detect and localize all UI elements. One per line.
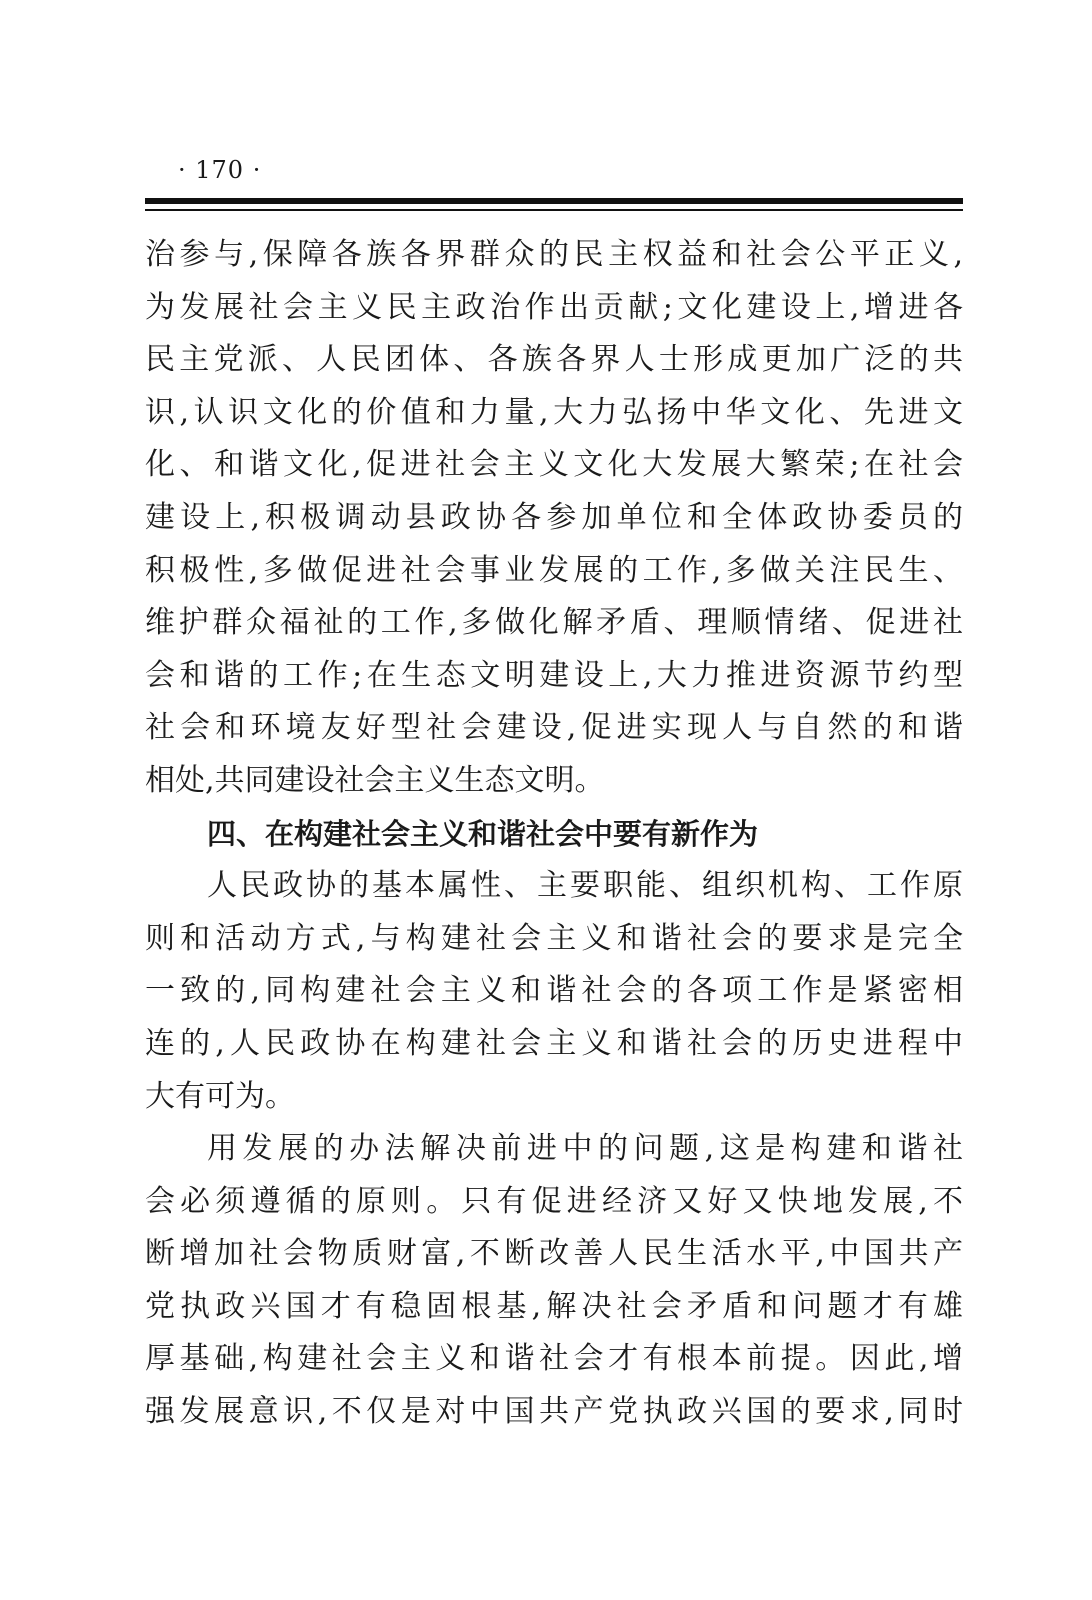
- section-heading: 四、在构建社会主义和谐社会中要有新作为: [207, 816, 759, 851]
- text-line: 治参与,保障各族各界群众的民主权益和社会公平正义,: [145, 237, 963, 272]
- text-line: 化、和谐文化,促进社会主义文化大发展大繁荣;在社会: [145, 447, 963, 483]
- text-line: 民主党派、人民团体、各族各界人士形成更加广泛的共: [145, 342, 963, 378]
- page-number: · 170 ·: [178, 156, 262, 184]
- text-line: 连的,人民政协在构建社会主义和谐社会的历史进程中: [145, 1025, 963, 1061]
- text-line: 断增加社会物质财富,不断改善人民生活水平,中国共产: [145, 1236, 963, 1272]
- text-line: 会必须遵循的原则。只有促进经济又好又快地发展,不: [145, 1183, 963, 1219]
- text-line: 大有可为。: [145, 1078, 295, 1114]
- text-line: 党执政兴国才有稳固根基,解决社会矛盾和问题才有雄: [145, 1288, 963, 1324]
- text-line: 则和活动方式,与构建社会主义和谐社会的要求是完全: [145, 920, 963, 956]
- text-line: 人民政协的基本属性、主要职能、组织机构、工作原: [207, 868, 963, 904]
- text-line: 强发展意识,不仅是对中国共产党执政兴国的要求,同时: [145, 1394, 963, 1430]
- text-line: 相处,共同建设社会主义生态文明。: [145, 762, 605, 798]
- text-line: 为发展社会主义民主政治作出贡献;文化建设上,增进各: [145, 289, 963, 325]
- text-line: 一致的,同构建社会主义和谐社会的各项工作是紧密相: [145, 973, 963, 1009]
- header-rule-thin: [145, 209, 963, 211]
- text-line: 维护群众福祉的工作,多做化解矛盾、理顺情绪、促进社: [145, 605, 963, 641]
- header-rule-thick: [145, 198, 963, 204]
- text-line: 建设上,积极调动县政协各参加单位和全体政协委员的: [145, 499, 963, 535]
- text-line: 用发展的办法解决前进中的问题,这是构建和谐社: [207, 1131, 963, 1167]
- body-text: [145, 229, 963, 1439]
- text-line: 厚基础,构建社会主义和谐社会才有根本前提。因此,增: [145, 1341, 963, 1377]
- text-line: 社会和环境友好型社会建设,促进实现人与自然的和谐: [145, 710, 963, 746]
- text-line: 积极性,多做促进社会事业发展的工作,多做关注民生、: [145, 552, 963, 588]
- text-line: 会和谐的工作;在生态文明建设上,大力推进资源节约型: [145, 657, 963, 693]
- text-line: 识,认识文化的价值和力量,大力弘扬中华文化、先进文: [145, 394, 963, 430]
